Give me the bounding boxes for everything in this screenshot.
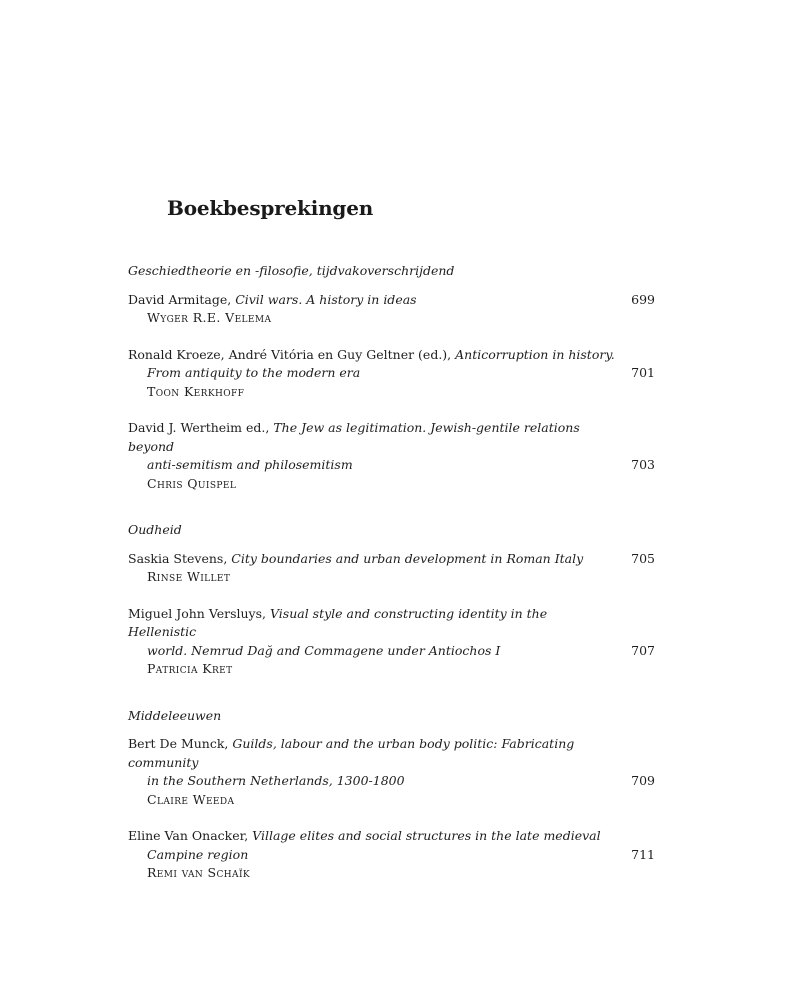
entry-line (128, 605, 655, 642)
entry-line (128, 846, 655, 865)
book-title: world. Nemrud Dağ and Commagene under Antiochos I (147, 642, 501, 658)
section-theory (128, 262, 655, 493)
book-title: From antiquity to the modern era (147, 365, 361, 380)
reviewer-name: Wyger R.E. Velema (147, 310, 272, 325)
entry-line (128, 772, 655, 791)
entry-line (128, 291, 655, 310)
section-antiquity (128, 521, 655, 679)
book-author: Ronald Kroeze, André Vitória en Guy Geltner (ed.), (128, 346, 456, 362)
section-heading: Geschiedtheorie en -filosofie, tijdvakoverschrijdend (128, 263, 455, 278)
entry-line (128, 364, 655, 383)
entry-line (128, 642, 655, 661)
entry-line (128, 456, 655, 475)
book-title: Guilds, labour and the urban body politic: Fabricating community (128, 736, 575, 770)
reviewer-name: Patricia Kret (147, 661, 233, 676)
page-number: 699 (631, 291, 655, 307)
review-entry (128, 419, 655, 493)
reviewer-name: Toon Kerkhoff (147, 383, 245, 399)
review-entry (128, 550, 655, 587)
reviewer-name: Rinse Willet (147, 569, 231, 584)
entry-line (128, 735, 655, 772)
reviewer-name: Claire Weeda (147, 791, 235, 807)
book-title: Civil wars. A history in ideas (235, 291, 417, 307)
book-title: Village elites and social structures in the late medieval (252, 828, 601, 843)
book-title: anti-semitism and philosemitism (147, 457, 353, 472)
entry-line (128, 346, 655, 365)
review-entry (128, 827, 655, 883)
entry-line (128, 550, 655, 569)
review-entry (128, 291, 655, 328)
review-entry (128, 735, 655, 809)
book-title: in the Southern Netherlands, 1300-1800 (147, 773, 405, 788)
page-number: 703 (631, 457, 655, 472)
book-author: David J. Wertheim ed., (128, 420, 274, 435)
book-author: Eline Van Onacker, (128, 828, 253, 843)
book-title: Anticorruption in history. (455, 346, 615, 362)
page-number: 701 (631, 365, 655, 380)
entry-line (128, 419, 655, 456)
book-author: Miguel John Versluys, (128, 605, 270, 621)
page-number: 711 (631, 846, 655, 862)
review-entry (128, 605, 655, 679)
entry-line (128, 827, 655, 846)
page-number: 707 (631, 642, 655, 658)
book-author: David Armitage, (128, 291, 236, 307)
reviewer-name: Chris Quispel (147, 475, 237, 491)
book-title: Campine region (147, 846, 249, 862)
reviewer-name: Remi van Schaïk (147, 865, 251, 880)
book-author: Saskia Stevens, (128, 550, 232, 566)
page-number: 705 (631, 550, 655, 566)
book-author: Bert De Munck, (128, 736, 233, 751)
page-title: Boekbesprekingen (167, 196, 374, 220)
section-heading: Oudheid (128, 522, 182, 537)
book-title: Visual style and constructing identity in the Hellenistic (128, 605, 548, 639)
review-entry (128, 346, 655, 402)
section-middle-ages (128, 707, 655, 883)
book-title: City boundaries and urban development in Roman Italy (231, 550, 584, 566)
section-heading: Middeleeuwen (128, 707, 222, 723)
page-number: 709 (631, 773, 655, 788)
book-title: The Jew as legitimation. Jewish-gentile relations beyond (128, 420, 580, 454)
table-of-contents (128, 262, 655, 911)
